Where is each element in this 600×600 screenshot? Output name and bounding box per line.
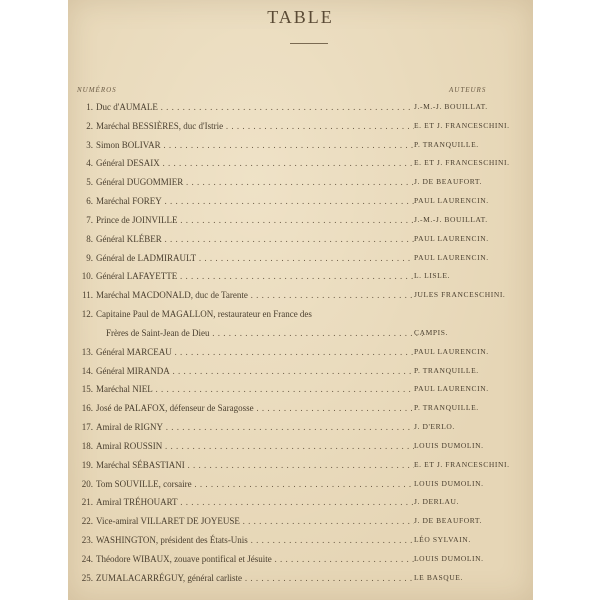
entry-number: 20. bbox=[81, 478, 93, 489]
authors-header: AUTEURS bbox=[449, 86, 487, 94]
entry-number: 9. bbox=[86, 252, 93, 263]
entry-number: 17. bbox=[81, 422, 93, 433]
toc-entry bbox=[68, 267, 533, 286]
entry-title: Théodore WIBAUX, zouave pontifical et Jésuite . . . bbox=[96, 550, 414, 569]
title-rule bbox=[290, 43, 328, 44]
toc-entry bbox=[68, 136, 533, 155]
entry-title: Général DESAIX . . . bbox=[96, 154, 414, 173]
entry-number: 8. bbox=[86, 233, 93, 244]
entry-author: J.-M.-J. BOUILLAT. bbox=[414, 102, 488, 111]
entry-number: 6. bbox=[86, 196, 93, 207]
toc-entry bbox=[68, 362, 533, 381]
toc-entry bbox=[68, 569, 533, 588]
entry-author: PAUL LAURENCIN. bbox=[414, 196, 489, 206]
entry-title: Vice-amiral VILLARET DE JOYEUSE . . . bbox=[96, 512, 414, 531]
entry-title: Général MARCEAU . . . bbox=[96, 343, 414, 362]
toc-entry-continuation bbox=[68, 324, 533, 343]
toc-entry bbox=[68, 249, 533, 268]
toc-entry bbox=[68, 192, 533, 211]
table-of-contents bbox=[68, 98, 533, 588]
entry-number: 15. bbox=[81, 384, 93, 395]
entry-title: Tom SOUVILLE, corsaire . . . bbox=[96, 475, 414, 494]
entry-author: J.-M.-J. BOUILLAT. bbox=[414, 214, 488, 224]
entry-author: J. D'ERLO. bbox=[414, 422, 455, 432]
toc-entry bbox=[68, 211, 533, 230]
toc-entry bbox=[68, 98, 533, 117]
toc-entry bbox=[68, 550, 533, 569]
book-page bbox=[68, 0, 533, 600]
entry-number: 11. bbox=[82, 290, 93, 301]
entry-title: Général DUGOMMIER . . . bbox=[96, 173, 414, 192]
toc-entry bbox=[68, 286, 533, 305]
entry-title: Général KLÉBER . . . bbox=[96, 230, 414, 249]
entry-number: 22. bbox=[81, 516, 93, 527]
entry-title: Général de LADMIRAULT . . . bbox=[96, 249, 414, 268]
toc-entry bbox=[68, 173, 533, 192]
entry-title: ZUMALACARRÉGUY, général carliste . . . bbox=[96, 569, 414, 588]
toc-entry bbox=[68, 343, 533, 362]
entry-number: 19. bbox=[81, 459, 93, 470]
toc-entry bbox=[68, 418, 533, 437]
entry-title: Capitaine Paul de MAGALLON, restaurateur en France des bbox=[96, 309, 312, 320]
entry-title: Amiral ROUSSIN . . . bbox=[96, 437, 414, 456]
entry-author: E. ET J. FRANCESCHINI. bbox=[414, 459, 510, 469]
entry-author: LOUIS DUMOLIN. bbox=[414, 553, 484, 563]
entry-number: 10. bbox=[81, 271, 93, 282]
entry-author: L. LISLE. bbox=[414, 271, 451, 281]
entry-number: 21. bbox=[81, 497, 93, 508]
entry-author: E. ET J. FRANCESCHINI. bbox=[414, 120, 510, 130]
toc-entry bbox=[68, 456, 533, 475]
toc-entry bbox=[68, 531, 533, 550]
entry-title: Amiral de RIGNY . . . bbox=[96, 418, 414, 437]
entry-title: Maréchal MACDONALD, duc de Tarente . . . bbox=[96, 286, 414, 305]
entry-title: Duc d'AUMALE . . . bbox=[96, 98, 414, 117]
entry-number: 25. bbox=[81, 572, 93, 583]
entry-author: CAMPIS. bbox=[414, 327, 449, 337]
entry-number: 18. bbox=[81, 440, 93, 451]
entry-author: PAUL LAURENCIN. bbox=[414, 346, 489, 356]
toc-entry bbox=[68, 399, 533, 418]
entry-author: J. DERLAU. bbox=[414, 497, 459, 507]
entry-number: 7. bbox=[86, 214, 93, 225]
entry-title: Maréchal BESSIÈRES, duc d'Istrie . . . bbox=[96, 117, 414, 136]
toc-entry bbox=[68, 493, 533, 512]
entry-number: 1. bbox=[86, 102, 93, 112]
entry-number: 16. bbox=[81, 403, 93, 414]
entry-title: José de PALAFOX, défenseur de Saragosse . . . bbox=[96, 399, 414, 418]
entry-number: 2. bbox=[86, 120, 93, 131]
entry-author: JULES FRANCESCHINI. bbox=[414, 290, 506, 300]
toc-entry bbox=[68, 380, 533, 399]
entry-author: J. DE BEAUFORT. bbox=[414, 516, 482, 526]
toc-entry bbox=[68, 475, 533, 494]
toc-entry bbox=[68, 437, 533, 456]
entry-title: Prince de JOINVILLE . . . bbox=[96, 211, 414, 230]
entry-number: 23. bbox=[81, 535, 93, 546]
entry-title: Frères de Saint-Jean de Dieu . . . bbox=[106, 324, 424, 343]
entry-author: LOUIS DUMOLIN. bbox=[414, 478, 484, 488]
entry-number: 4. bbox=[86, 158, 93, 169]
entry-author: PAUL LAURENCIN. bbox=[414, 384, 489, 394]
entry-author: LÉO SYLVAIN. bbox=[414, 535, 471, 545]
entry-number: 5. bbox=[86, 177, 93, 188]
toc-entry bbox=[68, 154, 533, 173]
entry-author: E. ET J. FRANCESCHINI. bbox=[414, 158, 510, 168]
entry-number: 12. bbox=[81, 309, 93, 320]
entry-number: 13. bbox=[81, 346, 93, 357]
entry-author: P. TRANQUILLE. bbox=[414, 403, 479, 413]
entry-title: WASHINGTON, président des États-Unis . . . bbox=[96, 531, 414, 550]
entry-author: J. DE BEAUFORT. bbox=[414, 177, 482, 187]
toc-entry bbox=[68, 305, 533, 324]
entry-title: Maréchal NIEL . . . bbox=[96, 380, 414, 399]
entry-author: PAUL LAURENCIN. bbox=[414, 233, 489, 243]
entry-title: Général MIRANDA . . . bbox=[96, 362, 414, 381]
entry-title: Général LAFAYETTE . . . bbox=[96, 267, 414, 286]
toc-entry bbox=[68, 117, 533, 136]
toc-entry bbox=[68, 512, 533, 531]
entry-author: LOUIS DUMOLIN. bbox=[414, 440, 484, 450]
page-title: TABLE bbox=[267, 7, 334, 27]
entry-author: P. TRANQUILLE. bbox=[414, 139, 479, 149]
entry-author: LE BASQUE. bbox=[414, 572, 463, 582]
entry-number: 24. bbox=[81, 553, 93, 564]
numbers-header: NUMÉROS bbox=[77, 86, 117, 94]
entry-author: PAUL LAURENCIN. bbox=[414, 252, 489, 262]
entry-title: Maréchal FOREY . . . bbox=[96, 192, 414, 211]
entry-number: 14. bbox=[81, 365, 93, 376]
entry-title: Simon BOLIVAR . . . bbox=[96, 136, 414, 155]
entry-title: Amiral TRÉHOUART . . . bbox=[96, 493, 414, 512]
entry-number: 3. bbox=[86, 139, 93, 150]
entry-author: P. TRANQUILLE. bbox=[414, 365, 479, 375]
toc-entry bbox=[68, 230, 533, 249]
entry-title: Maréchal SÉBASTIANI . . . bbox=[96, 456, 414, 475]
